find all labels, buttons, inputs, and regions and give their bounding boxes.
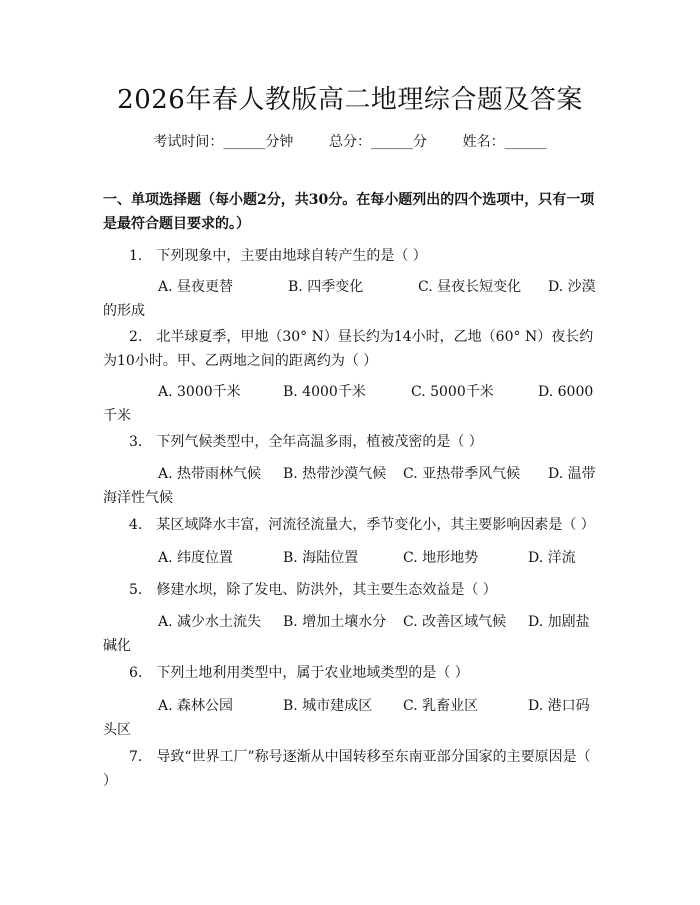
section-heading: 一、单项选择题（每小题2分，共30分。在每小题列出的四个选项中，只有一项是最符合题目要求的。）	[103, 192, 595, 232]
option-c: C. 亚热带季风气候	[403, 466, 521, 482]
question-6-stem: 6. 下列土地利用类型中，属于农业地域类型的是（ ）	[129, 665, 469, 681]
question-2-options	[103, 380, 598, 428]
document-title: 2026年春人教版高二地理综合题及答案	[117, 85, 583, 115]
option-d: D. 温带	[548, 466, 596, 482]
option-c: C. 乳畜业区	[403, 698, 479, 714]
option-a: A. 纬度位置	[158, 550, 234, 566]
option-c: C. 地形地势	[403, 550, 479, 566]
student-name-field: 姓名：______	[462, 134, 547, 150]
option-c: C. 改善区域气候	[403, 614, 507, 630]
total-score-field: 总分：______分	[329, 134, 427, 150]
option-a: A. 3000千米	[158, 384, 241, 400]
option-c: C. 5000千米	[411, 384, 494, 400]
option-wrap-text: 的形成	[103, 303, 145, 319]
question-5-options	[103, 610, 598, 658]
option-a: A. 森林公园	[158, 698, 234, 714]
question-7-stem: 7. 导致“世界工厂”称号逐渐从中国转移至东南亚部分国家的主要原因是（ ）	[103, 749, 591, 789]
option-c: C. 昼夜长短变化	[418, 279, 522, 295]
option-a: A. 昼夜更替	[158, 279, 234, 295]
exam-meta	[0, 132, 700, 152]
option-b: B. 热带沙漠气候	[283, 466, 387, 482]
option-b: B. 海陆位置	[283, 550, 359, 566]
question-3-options	[103, 462, 598, 510]
option-wrap-text: 海洋性气候	[103, 490, 173, 506]
option-b: B. 四季变化	[288, 279, 364, 295]
question-3-stem: 3. 下列气候类型中，全年高温多雨，植被茂密的是（ ）	[129, 434, 483, 450]
option-d: D. 洋流	[528, 550, 576, 566]
question-6-options	[103, 694, 598, 742]
option-b: B. 城市建成区	[283, 698, 373, 714]
question-5-stem: 5. 修建水坝，除了发电、防洪外，其主要生态效益是（ ）	[129, 582, 497, 598]
option-b: B. 4000千米	[283, 384, 366, 400]
option-d: D. 加剧盐	[528, 614, 590, 630]
option-wrap-text: 千米	[103, 408, 131, 424]
option-d: D. 沙漠	[548, 279, 596, 295]
option-b: B. 增加土壤水分	[283, 614, 387, 630]
option-a: A. 热带雨林气候	[158, 466, 262, 482]
exam-time-field: 考试时间：______分钟	[153, 134, 294, 150]
question-1-stem: 1. 下列现象中，主要由地球自转产生的是（ ）	[129, 248, 427, 264]
question-2-stem: 2. 北半球夏季，甲地（30° N）昼长约为14小时，乙地（60° N）夜长约为10小时。甲、乙两地之间的距离约为（ ）	[103, 329, 594, 369]
option-wrap-text: 碱化	[103, 638, 131, 654]
option-d: D. 6000	[538, 384, 594, 400]
option-d: D. 港口码	[528, 698, 590, 714]
question-4-options	[103, 546, 598, 570]
question-4-stem: 4. 某区域降水丰富，河流径流量大，季节变化小，其主要影响因素是（ ）	[129, 517, 595, 533]
option-wrap-text: 头区	[103, 722, 131, 738]
question-1-options	[103, 275, 598, 323]
option-a: A. 减少水土流失	[158, 614, 262, 630]
